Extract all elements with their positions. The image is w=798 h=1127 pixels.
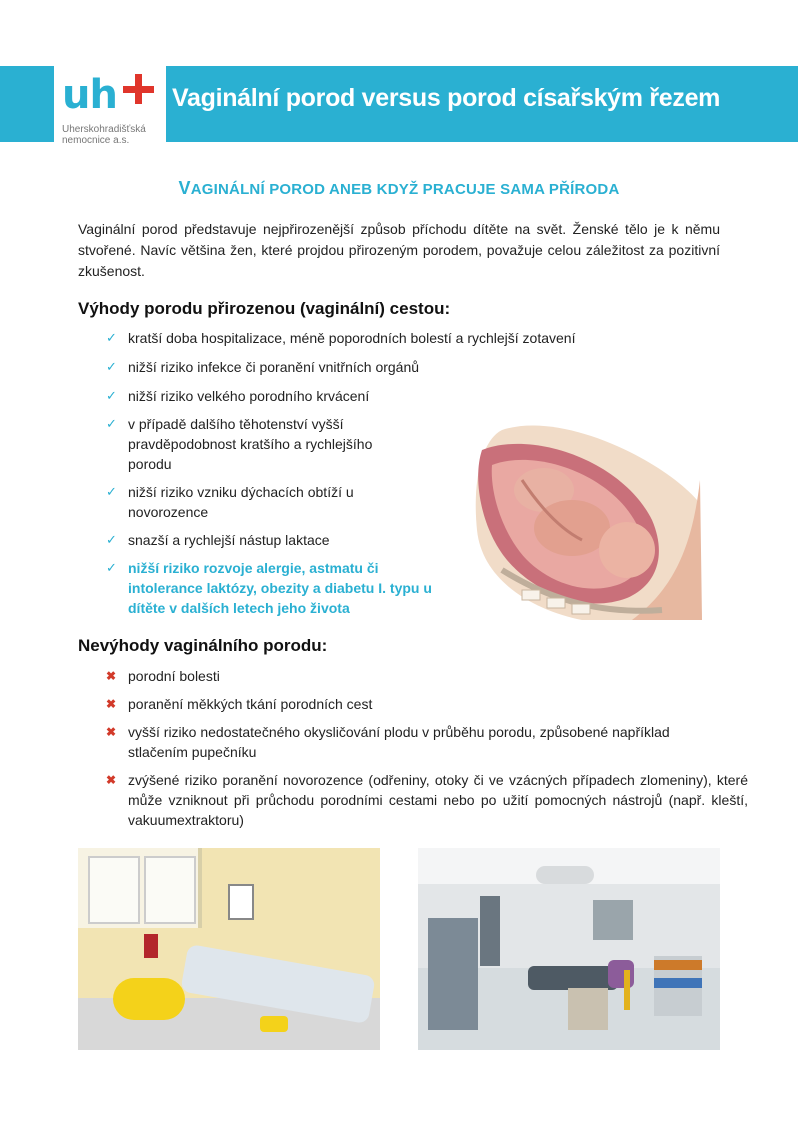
logo-plus-icon — [122, 72, 154, 104]
check-icon: ✓ — [106, 484, 117, 499]
delivery-room-photo — [78, 848, 380, 1050]
cross-icon: ✖ — [106, 669, 117, 683]
list-item: ✖ zvýšené riziko poranění novorozence (odřeniny, otoky či ve vzácných případech zlomeniny), které může vzniknout při průchodu porodními cestami nebo po užití pomocných nástrojů (např. kleští, vakuumextraktoru) — [106, 772, 748, 828]
intro-paragraph: Vaginální porod představuje nejpřirozenější způsob příchodu dítěte na svět. Ženské tělo je k němu stvořené. Navíc většina žen, které projdou přirozeným porodem, považuje celou záležitost za pozitivní zkušenost. — [78, 221, 720, 279]
fetus-illustration — [462, 420, 702, 620]
list-item: ✖ vyšší riziko nedostatečného okysličování plodu v průběhu porodu, způsobené například stlačením pupečníku — [106, 724, 670, 760]
list-item: ✓ snazší a rychlejší nástup laktace — [106, 532, 330, 548]
check-icon: ✓ — [106, 560, 117, 575]
cross-icon: ✖ — [106, 725, 117, 739]
check-icon: ✓ — [106, 359, 117, 374]
list-item: ✖ porodní bolesti — [106, 668, 220, 684]
disadvantages-heading: Nevýhody vaginálního porodu: — [78, 636, 328, 655]
logo-subtitle: Uherskohradišťská nemocnice a.s. — [62, 124, 146, 146]
check-icon: ✓ — [106, 532, 117, 547]
list-item: ✓ nižší riziko infekce či poranění vnitřních orgánů — [106, 359, 420, 375]
list-item: ✓ nižší riziko vzniku dýchacích obtíží u novorozence — [106, 484, 354, 520]
section-title — [0, 178, 798, 199]
list-item: ✖ poranění měkkých tkání porodních cest — [106, 696, 373, 712]
page-title: Vaginální porod versus porod císařským řezem — [172, 84, 721, 112]
cross-icon: ✖ — [106, 697, 117, 711]
list-item: ✓ v případě dalšího těhotenství vyšší pravděpodobnost kratšího a rychlejšího porodu — [106, 416, 373, 472]
check-icon: ✓ — [106, 330, 117, 345]
operating-room-photo — [418, 848, 720, 1050]
section-title-first: V — [178, 178, 191, 198]
cross-icon: ✖ — [106, 773, 117, 787]
list-item: ✓ kratší doba hospitalizace, méně poporodních bolestí a rychlejší zotavení — [106, 330, 576, 346]
list-item: ✓ nižší riziko velkého porodního krvácení — [106, 388, 370, 404]
list-item: ✓ nižší riziko rozvoje alergie, astmatu či intolerance laktózy, obezity a diabetu I. typu u dítěte v dalších letech jeho života — [106, 560, 432, 616]
check-icon: ✓ — [106, 416, 117, 431]
advantages-heading: Výhody porodu přirozenou (vaginální) cestou: — [78, 299, 451, 318]
section-title-rest: AGINÁLNÍ POROD ANEB KDYŽ PRACUJE SAMA PŘÍRODA — [190, 181, 620, 198]
check-icon: ✓ — [106, 388, 117, 403]
hospital-logo — [54, 66, 166, 152]
logo-text: uh — [62, 72, 117, 118]
